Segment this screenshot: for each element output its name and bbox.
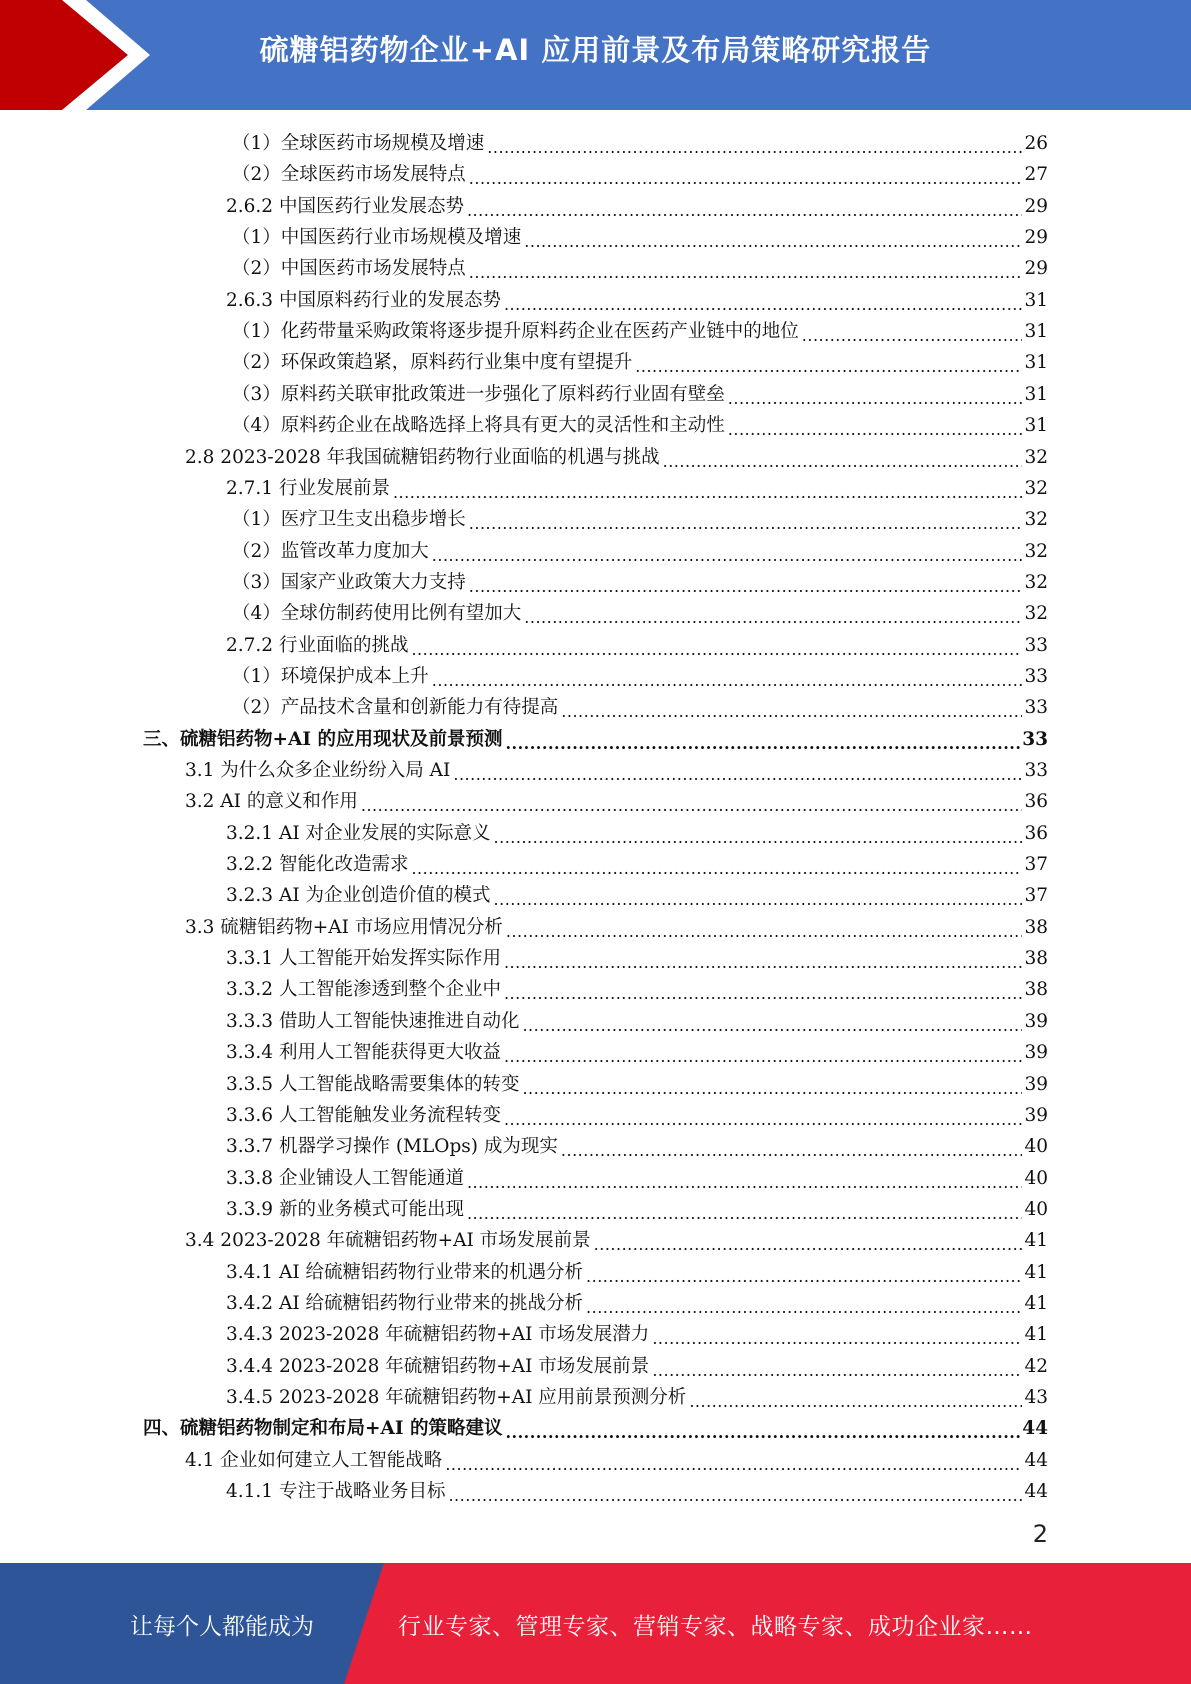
toc-entry-page: 38 (1024, 979, 1048, 1001)
toc-entry-title: 3.4.1 AI 给硫糖铝药物行业带来的机遇分析 (226, 1261, 584, 1283)
toc-entry-page: 44 (1022, 1418, 1048, 1440)
toc-dot-leader (689, 1382, 1022, 1413)
toc-entry-page: 29 (1024, 195, 1048, 217)
toc-entry-page: 38 (1024, 948, 1048, 970)
toc-entry-title: 3.4.3 2023-2028 年硫糖铝药物+AI 市场发展潜力 (226, 1324, 650, 1346)
toc-entry-page: 36 (1024, 791, 1048, 813)
toc-entry[interactable] (226, 630, 1048, 661)
toc-entry-page: 41 (1024, 1324, 1048, 1346)
toc-entry-title: 3.4.4 2023-2028 年硫糖铝药物+AI 市场发展前景 (226, 1355, 650, 1377)
toc-entry-page: 42 (1024, 1355, 1048, 1377)
toc-dot-leader (504, 1037, 1022, 1068)
toc-entry-page: 32 (1024, 540, 1048, 562)
toc-entry[interactable] (226, 1131, 1048, 1162)
toc-entry[interactable] (232, 504, 1048, 535)
toc-entry[interactable] (226, 974, 1048, 1005)
toc-entry-page: 32 (1024, 509, 1048, 531)
toc-entry-title: （2）监管改革力度加大 (232, 540, 429, 562)
toc-entry-page: 41 (1024, 1292, 1048, 1314)
toc-dot-leader (586, 1257, 1022, 1288)
toc-entry[interactable] (232, 567, 1048, 598)
toc-entry[interactable] (226, 473, 1048, 504)
toc-dot-leader (802, 316, 1023, 347)
toc-entry[interactable] (226, 1037, 1048, 1068)
toc-entry-title: 3.3.2 人工智能渗透到整个企业中 (226, 979, 501, 1001)
toc-entry-page: 32 (1024, 446, 1048, 468)
toc-entry[interactable] (226, 1100, 1048, 1131)
toc-entry[interactable] (185, 1445, 1048, 1476)
toc-entry-page: 33 (1024, 665, 1048, 687)
toc-entry-page: 39 (1024, 1104, 1048, 1126)
toc-entry-page: 39 (1024, 1073, 1048, 1095)
toc-dot-leader (487, 128, 1022, 159)
toc-dot-leader (505, 1413, 1020, 1444)
toc-entry-title: （3）国家产业政策大力支持 (232, 571, 466, 593)
toc-entry[interactable] (226, 1319, 1048, 1350)
toc-entry[interactable] (226, 1163, 1048, 1194)
toc-dot-leader (504, 974, 1022, 1005)
toc-entry-page: 40 (1024, 1136, 1048, 1158)
toc-entry-page: 36 (1024, 822, 1048, 844)
toc-entry[interactable] (226, 943, 1048, 974)
toc-dot-leader (469, 567, 1023, 598)
toc-entry[interactable] (232, 222, 1048, 253)
toc-entry-title: 3.2.2 智能化改造需求 (226, 854, 409, 876)
toc-entry[interactable] (185, 442, 1048, 473)
toc-dot-leader (561, 692, 1022, 723)
toc-entry-title: 3.3.1 人工智能开始发挥实际作用 (226, 948, 501, 970)
toc-entry[interactable] (226, 849, 1048, 880)
toc-entry-page: 37 (1024, 854, 1048, 876)
toc-entry-title: （4）全球仿制药使用比例有望加大 (232, 603, 522, 625)
toc-dot-leader (504, 1100, 1022, 1131)
toc-dot-leader (594, 1225, 1023, 1256)
toc-entry-title: 3.2 AI 的意义和作用 (185, 791, 358, 813)
toc-entry-title: 3.3.6 人工智能触发业务流程转变 (226, 1104, 501, 1126)
toc-dot-leader (494, 818, 1023, 849)
toc-entry[interactable] (226, 1288, 1048, 1319)
footer-slogan-left: 让每个人都能成为 (130, 1614, 314, 1640)
toc-entry[interactable] (143, 1413, 1048, 1444)
toc-dot-leader (504, 943, 1022, 974)
toc-dot-leader (467, 1163, 1022, 1194)
toc-entry-page: 32 (1024, 477, 1048, 499)
toc-dot-leader (411, 849, 1022, 880)
toc-entry[interactable] (232, 410, 1048, 441)
toc-entry-title: （2）全球医药市场发展特点 (232, 164, 466, 186)
toc-entry-title: （1）全球医药市场规模及增速 (232, 133, 485, 154)
toc-entry-page: 29 (1024, 258, 1048, 280)
page-number: 2 (1032, 1520, 1048, 1548)
toc-entry-page: 31 (1024, 321, 1048, 343)
toc-dot-leader (361, 786, 1023, 817)
toc-entry[interactable] (232, 347, 1048, 378)
toc-entry[interactable] (226, 1006, 1048, 1037)
toc-entry-page: 39 (1024, 1010, 1048, 1032)
toc-entry-page: 40 (1024, 1198, 1048, 1220)
page-header (0, 0, 1191, 110)
toc-dot-leader (494, 880, 1023, 911)
toc-entry-title: 4.1 企业如何建立人工智能战略 (185, 1449, 443, 1471)
toc-entry-title: 四、硫糖铝药物制定和布局+AI 的策略建议 (143, 1418, 503, 1440)
toc-entry-title: 三、硫糖铝药物+AI 的应用现状及前景预测 (143, 728, 503, 750)
toc-dot-leader (448, 1476, 1022, 1507)
toc-entry-title: 3.2.1 AI 对企业发展的实际意义 (226, 822, 491, 844)
toc-entry-page: 33 (1024, 697, 1048, 719)
toc-entry-page: 26 (1024, 133, 1048, 154)
toc-dot-leader (505, 724, 1020, 755)
toc-entry-title: 3.3.5 人工智能战略需要集体的转变 (226, 1073, 520, 1095)
toc-entry[interactable] (143, 724, 1048, 755)
toc-dot-leader (561, 1131, 1023, 1162)
toc-dot-leader (469, 504, 1023, 535)
toc-dot-leader (663, 442, 1023, 473)
toc-entry-title: 3.3.7 机器学习操作 (MLOps) 成为现实 (226, 1136, 558, 1158)
toc-entry-title: 3.3.8 企业铺设人工智能通道 (226, 1167, 464, 1189)
toc-entry-page: 39 (1024, 1042, 1048, 1064)
header-arrow-decoration (0, 0, 160, 110)
toc-entry-title: （2）环保政策趋紧，原料药行业集中度有望提升 (232, 352, 633, 374)
toc-entry[interactable] (232, 316, 1048, 347)
toc-entry-page: 43 (1024, 1387, 1048, 1408)
toc-entry-title: （1）环境保护成本上升 (232, 665, 429, 687)
toc-entry-page: 32 (1024, 603, 1048, 625)
toc-dot-leader (393, 473, 1022, 504)
toc-entry-page: 38 (1024, 916, 1048, 938)
toc-dot-leader (522, 1006, 1022, 1037)
toc-dot-leader (728, 410, 1023, 441)
toc-entry[interactable] (232, 159, 1048, 190)
toc-entry[interactable] (226, 1351, 1048, 1382)
toc-entry-title: （2）产品技术含量和创新能力有待提高 (232, 697, 559, 719)
toc-entry-title: （1）中国医药行业市场规模及增速 (232, 227, 522, 249)
toc-dot-leader (586, 1288, 1022, 1319)
toc-entry-title: 3.3.4 利用人工智能获得更大收益 (226, 1042, 501, 1064)
toc-dot-leader (524, 598, 1022, 629)
toc-entry-title: 3.3.3 借助人工智能快速推进自动化 (226, 1010, 520, 1032)
toc-entry[interactable] (185, 755, 1048, 786)
toc-dot-leader (506, 912, 1023, 943)
toc-entry-page: 27 (1024, 164, 1048, 186)
toc-entry-title: 3.3.9 新的业务模式可能出现 (226, 1198, 464, 1220)
header-red-arrow (0, 0, 128, 110)
toc-entry[interactable] (226, 1069, 1048, 1100)
toc-entry-title: 2.6.3 中国原料药行业的发展态势 (226, 289, 501, 311)
report-title: 硫糖铝药物企业+AI 应用前景及布局策略研究报告 (259, 33, 932, 67)
footer-slogan-right: 行业专家、管理专家、营销专家、战略专家、成功企业家…… (398, 1614, 1033, 1640)
toc-dot-leader (469, 159, 1023, 190)
toc-dot-leader (504, 285, 1022, 316)
toc-entry-title: 4.1.1 专注于战略业务目标 (226, 1481, 446, 1503)
toc-entry[interactable] (226, 818, 1048, 849)
toc-entry[interactable] (232, 598, 1048, 629)
toc-dot-leader (445, 1445, 1022, 1476)
toc-dot-leader (524, 222, 1022, 253)
toc-entry-page: 33 (1024, 634, 1048, 656)
toc-entry-title: 3.4.5 2023-2028 年硫糖铝药物+AI 应用前景预测分析 (226, 1387, 687, 1408)
toc-entry-title: 3.4 2023-2028 年硫糖铝药物+AI 市场发展前景 (185, 1230, 591, 1252)
toc-entry-title: （2）中国医药市场发展特点 (232, 258, 466, 280)
toc-entry-page: 44 (1024, 1449, 1048, 1471)
toc-entry[interactable] (232, 253, 1048, 284)
toc-entry-page: 32 (1024, 571, 1048, 593)
toc-dot-leader (432, 661, 1023, 692)
toc-entry[interactable] (226, 285, 1048, 316)
toc-entry[interactable] (232, 536, 1048, 567)
toc-entry-page: 33 (1024, 760, 1048, 781)
toc-dot-leader (652, 1319, 1022, 1350)
toc-entry-title: （1）化药带量采购政策将逐步提升原料药企业在医药产业链中的地位 (232, 321, 799, 343)
toc-entry-title: 3.2.3 AI 为企业创造价值的模式 (226, 885, 491, 907)
toc-entry[interactable] (226, 1194, 1048, 1225)
toc-dot-leader (453, 755, 1022, 786)
toc-dot-leader (652, 1351, 1022, 1382)
toc-entry[interactable] (226, 1382, 1048, 1413)
toc-entry[interactable] (226, 191, 1048, 222)
toc-entry[interactable] (185, 912, 1048, 943)
toc-entry[interactable] (185, 786, 1048, 817)
toc-entry-title: 2.6.2 中国医药行业发展态势 (226, 195, 464, 217)
toc-entry-title: 3.3 硫糖铝药物+AI 市场应用情况分析 (185, 916, 503, 938)
toc-dot-leader (728, 379, 1023, 410)
toc-entry-page: 40 (1024, 1167, 1048, 1189)
toc-entry[interactable] (226, 1257, 1048, 1288)
toc-entry-title: （4）原料药企业在战略选择上将具有更大的灵活性和主动性 (232, 415, 725, 437)
toc-entry-page: 31 (1024, 352, 1048, 374)
toc-entry-title: 2.7.2 行业面临的挑战 (226, 634, 409, 656)
toc-entry-title: （3）原料药关联审批政策进一步强化了原料药行业固有壁垒 (232, 383, 725, 405)
toc-entry[interactable] (226, 880, 1048, 911)
toc-dot-leader (432, 536, 1023, 567)
toc-entry-title: 2.8 2023-2028 年我国硫糖铝药物行业面临的机遇与挑战 (185, 446, 660, 468)
toc-entry[interactable] (232, 128, 1048, 159)
toc-entry[interactable] (185, 1225, 1048, 1256)
toc-entry-page: 44 (1024, 1481, 1048, 1503)
toc-entry-title: 3.4.2 AI 给硫糖铝药物行业带来的挑战分析 (226, 1292, 584, 1314)
toc-entry-page: 31 (1024, 415, 1048, 437)
toc-entry-page: 41 (1024, 1261, 1048, 1283)
toc-entry-page: 29 (1024, 227, 1048, 249)
toc-entry-page: 31 (1024, 383, 1048, 405)
toc-dot-leader (411, 630, 1022, 661)
toc-entry-page: 37 (1024, 885, 1048, 907)
toc-dot-leader (469, 253, 1023, 284)
toc-entry[interactable] (226, 1476, 1048, 1507)
toc-dot-leader (635, 347, 1022, 378)
toc-entry[interactable] (232, 661, 1048, 692)
toc-dot-leader (467, 191, 1022, 222)
toc-entry-title: 3.1 为什么众多企业纷纷入局 AI (185, 760, 451, 781)
toc-entry-page: 31 (1024, 289, 1048, 311)
toc-dot-leader (467, 1194, 1022, 1225)
toc-entry-title: 2.7.1 行业发展前景 (226, 477, 390, 499)
toc-entry-page: 41 (1024, 1230, 1048, 1252)
toc-dot-leader (522, 1069, 1022, 1100)
toc-entry[interactable] (232, 692, 1048, 723)
toc-entry[interactable] (232, 379, 1048, 410)
toc-entry-page: 33 (1022, 728, 1048, 750)
toc-entry-title: （1）医疗卫生支出稳步增长 (232, 509, 466, 531)
